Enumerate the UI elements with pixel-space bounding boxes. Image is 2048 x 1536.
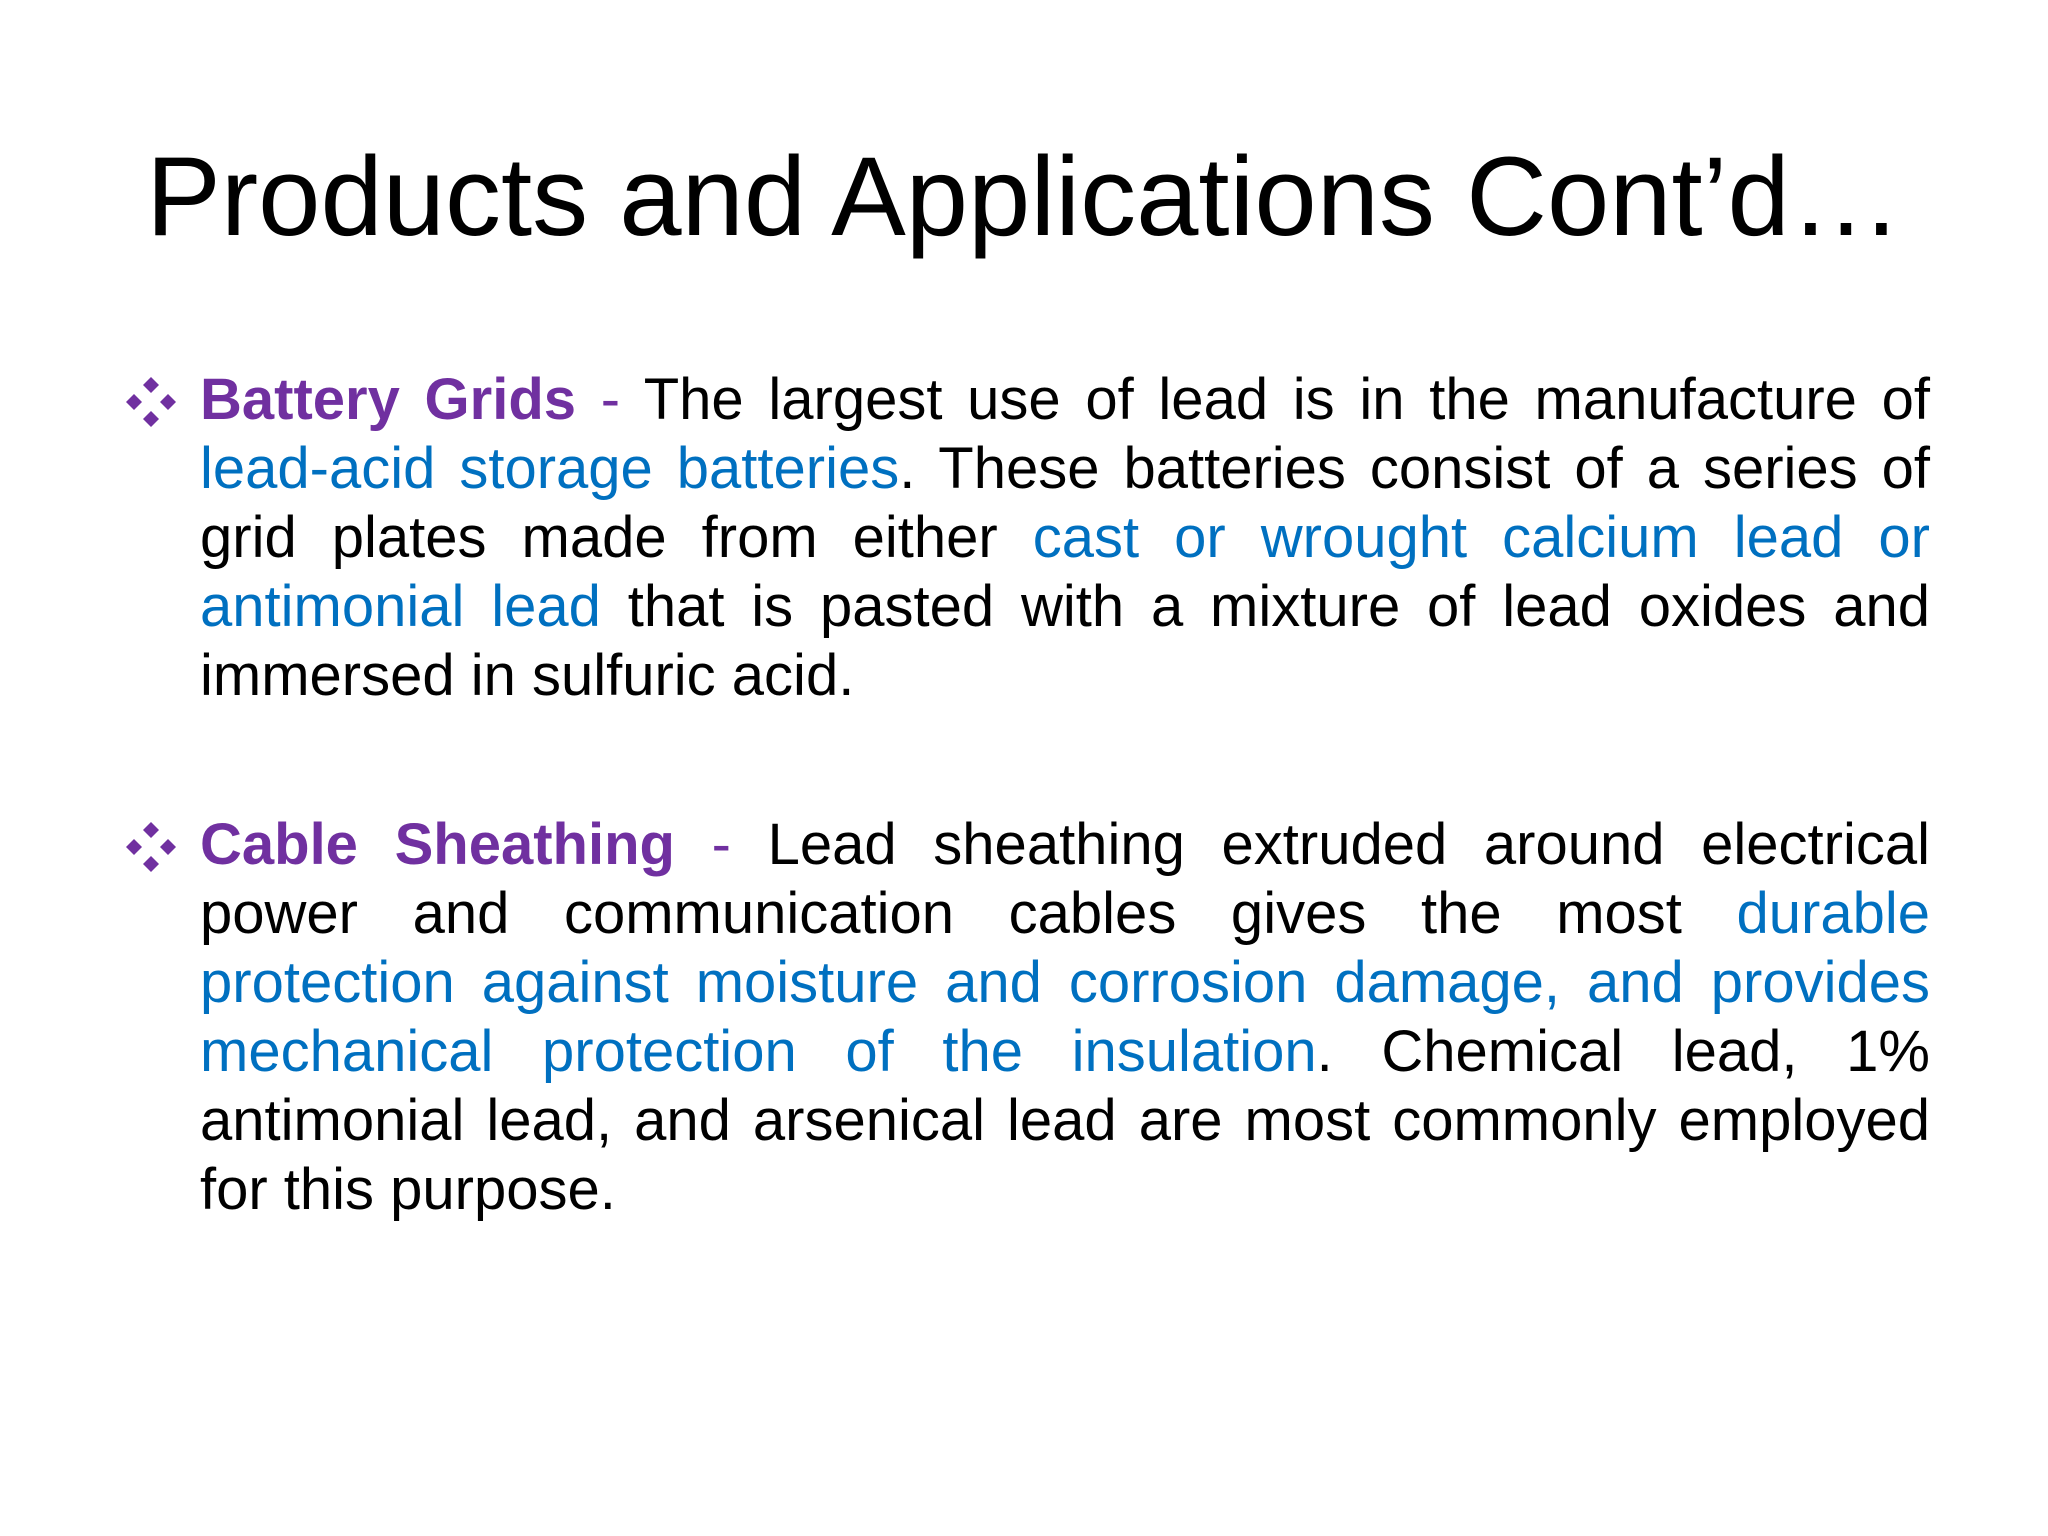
bullet-battery-grids bbox=[200, 365, 1930, 710]
bullet-term: Battery Grids bbox=[200, 367, 577, 432]
bullet-term: Cable Sheathing bbox=[200, 812, 675, 877]
bullet-separator: - bbox=[576, 367, 644, 432]
bullet-text: . These batteries consist of a series of grid plates made from either bbox=[200, 436, 1930, 570]
diamond-cluster-icon bbox=[124, 375, 178, 429]
bullet-highlight: lead-acid storage batteries bbox=[200, 436, 900, 501]
bullet-highlight: durable protection against moisture and corrosion damage, and provides mechanical protection of the insulation bbox=[200, 881, 1930, 1084]
bullet-cable-sheathing bbox=[200, 810, 1930, 1224]
bullet-text: . Chemical lead, 1% antimonial lead, and arsenical lead are most commonly employed for this purpose. bbox=[200, 1019, 1930, 1222]
diamond-cluster-icon bbox=[124, 820, 178, 874]
slide-title: Products and Applications Cont’d… bbox=[146, 134, 1902, 259]
bullet-text: Lead sheathing extruded around electrical power and communication cables gives the most bbox=[200, 812, 1930, 946]
bullet-text: The largest use of lead is in the manufacture of bbox=[643, 367, 1930, 432]
bullet-separator: - bbox=[674, 812, 768, 877]
bullet-text: that is pasted with a mixture of lead oxides and immersed in sulfuric acid. bbox=[200, 574, 1930, 708]
bullet-highlight: cast or wrought calcium lead or antimonial lead bbox=[200, 505, 1930, 639]
